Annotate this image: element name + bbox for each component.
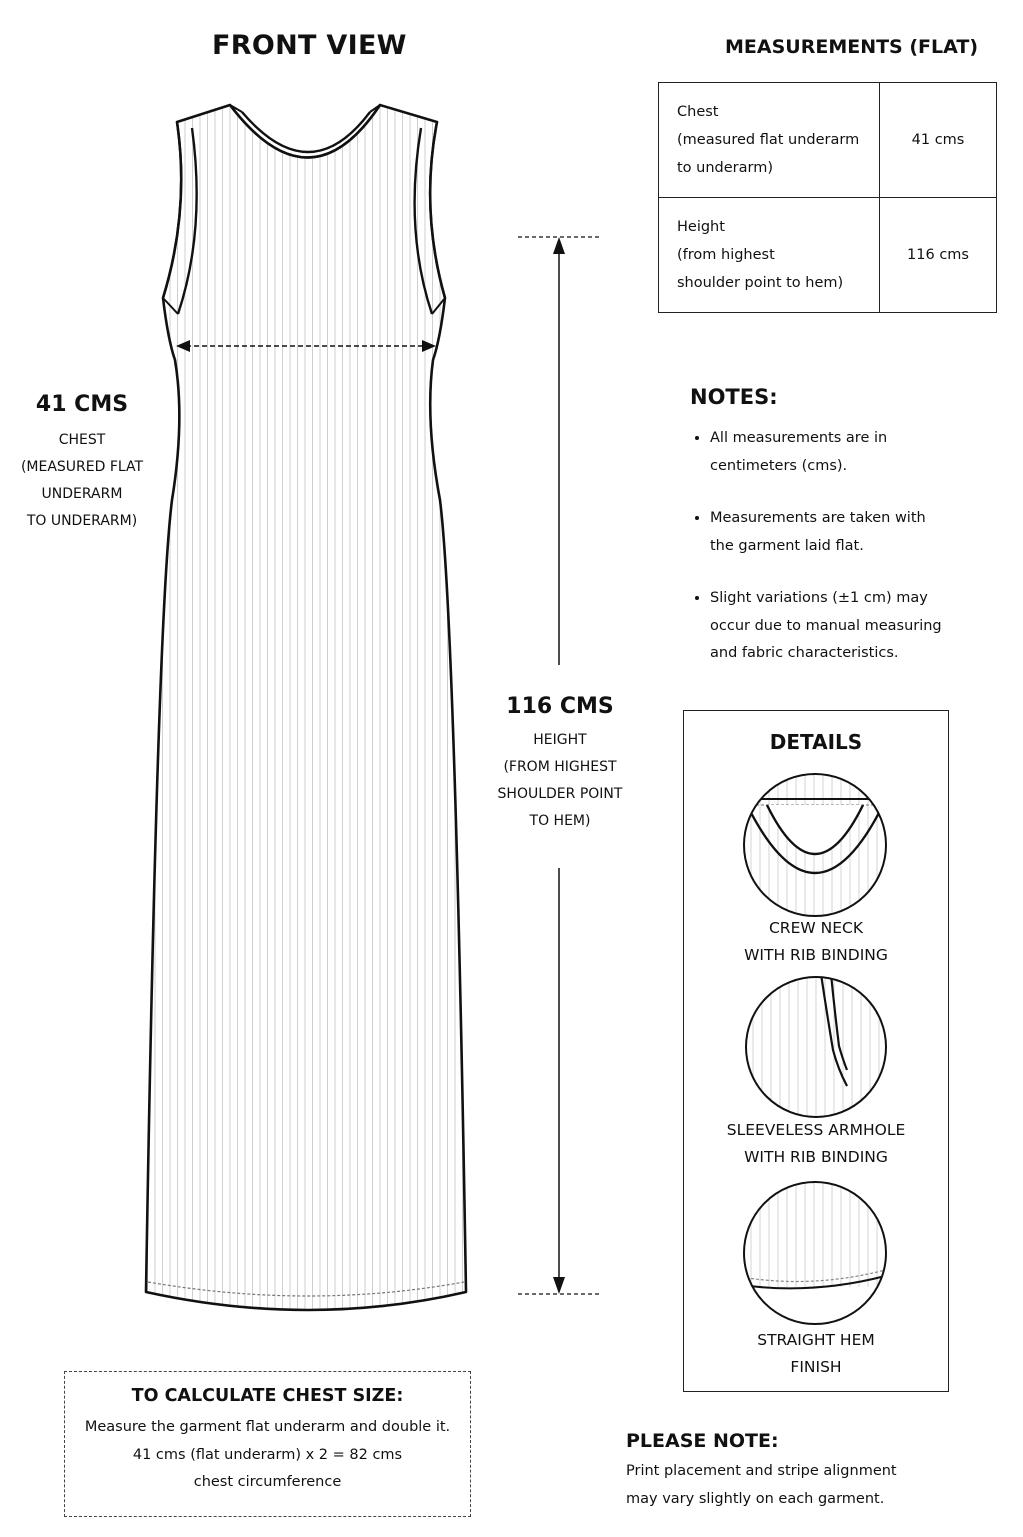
notes-section <box>690 385 950 693</box>
chest-value-cell: 41 cms <box>880 83 997 198</box>
armhole-detail-icon <box>743 974 889 1120</box>
detail-caption-line: WITH RIB BINDING <box>744 1148 888 1166</box>
detail-caption-line: STRAIGHT HEM <box>757 1331 875 1349</box>
calc-line: chest circumference <box>193 1474 342 1490</box>
chest-label-detail: to underarm) <box>677 160 774 176</box>
table-label-cell <box>659 198 880 313</box>
table-row <box>659 198 997 313</box>
please-note-title: PLEASE NOTE: <box>626 1430 779 1452</box>
detail-caption-line: WITH RIB BINDING <box>744 946 888 964</box>
please-note-line: Print placement and stripe alignment <box>626 1463 897 1479</box>
crew-neck-caption <box>684 915 948 969</box>
armhole-caption <box>684 1117 948 1171</box>
height-label: Height <box>677 219 725 235</box>
note-item: • All measurements are in centimeters (cms). <box>710 425 950 480</box>
height-value: 116 CMS <box>506 694 614 719</box>
detail-caption-line: CREW NECK <box>768 919 863 937</box>
details-title: DETAILS <box>769 730 863 754</box>
front-view-title: FRONT VIEW <box>212 30 407 61</box>
chest-caption-line: TO UNDERARM) <box>26 513 138 529</box>
crew-neck-detail-icon <box>741 771 889 919</box>
detail-caption-line: FINISH <box>790 1358 842 1376</box>
measurements-title: MEASUREMENTS (FLAT) <box>725 36 979 58</box>
height-caption-line: HEIGHT <box>533 732 587 748</box>
details-box <box>683 710 949 1392</box>
table-label-cell <box>659 83 880 198</box>
calc-title: TO CALCULATE CHEST SIZE: <box>131 1386 404 1406</box>
chest-caption-line: (MEASURED FLAT <box>20 459 144 475</box>
hem-caption <box>684 1327 948 1381</box>
height-label-detail: shoulder point to hem) <box>677 275 844 291</box>
calc-line: 41 cms (flat underarm) x 2 = 82 cms <box>132 1446 403 1463</box>
table-row <box>659 83 997 198</box>
chest-callout <box>12 392 152 535</box>
hem-detail-icon <box>741 1179 889 1327</box>
please-note-line: may vary slightly on each garment. <box>626 1490 885 1507</box>
notes-title: NOTES: <box>690 385 778 409</box>
height-caption-line: (FROM HIGHEST <box>503 759 617 775</box>
chest-caption-line: UNDERARM <box>41 486 123 502</box>
note-item: • Slight variations (±1 cm) may occur due to manual measuring and fabric characteristics. <box>710 585 950 668</box>
dress-sketch <box>130 95 490 1325</box>
chest-caption-line: CHEST <box>58 432 106 448</box>
please-note-section <box>626 1430 897 1513</box>
chest-label-detail: (measured flat underarm <box>677 132 860 148</box>
chest-label: Chest <box>677 104 719 120</box>
chest-value: 41 CMS <box>35 392 129 417</box>
height-callout <box>485 694 635 835</box>
height-caption-line: SHOULDER POINT <box>497 786 623 802</box>
chest-size-calculation-box <box>64 1371 471 1517</box>
height-value-cell: 116 cms <box>880 198 997 313</box>
measurements-table <box>658 82 997 313</box>
detail-caption-line: SLEEVELESS ARMHOLE <box>726 1121 906 1139</box>
calc-line: Measure the garment flat underarm and double it. <box>84 1419 451 1435</box>
note-item: • Measurements are taken with the garment laid flat. <box>710 505 950 560</box>
height-label-detail: (from highest <box>677 247 775 263</box>
height-caption-line: TO HEM) <box>529 813 591 829</box>
